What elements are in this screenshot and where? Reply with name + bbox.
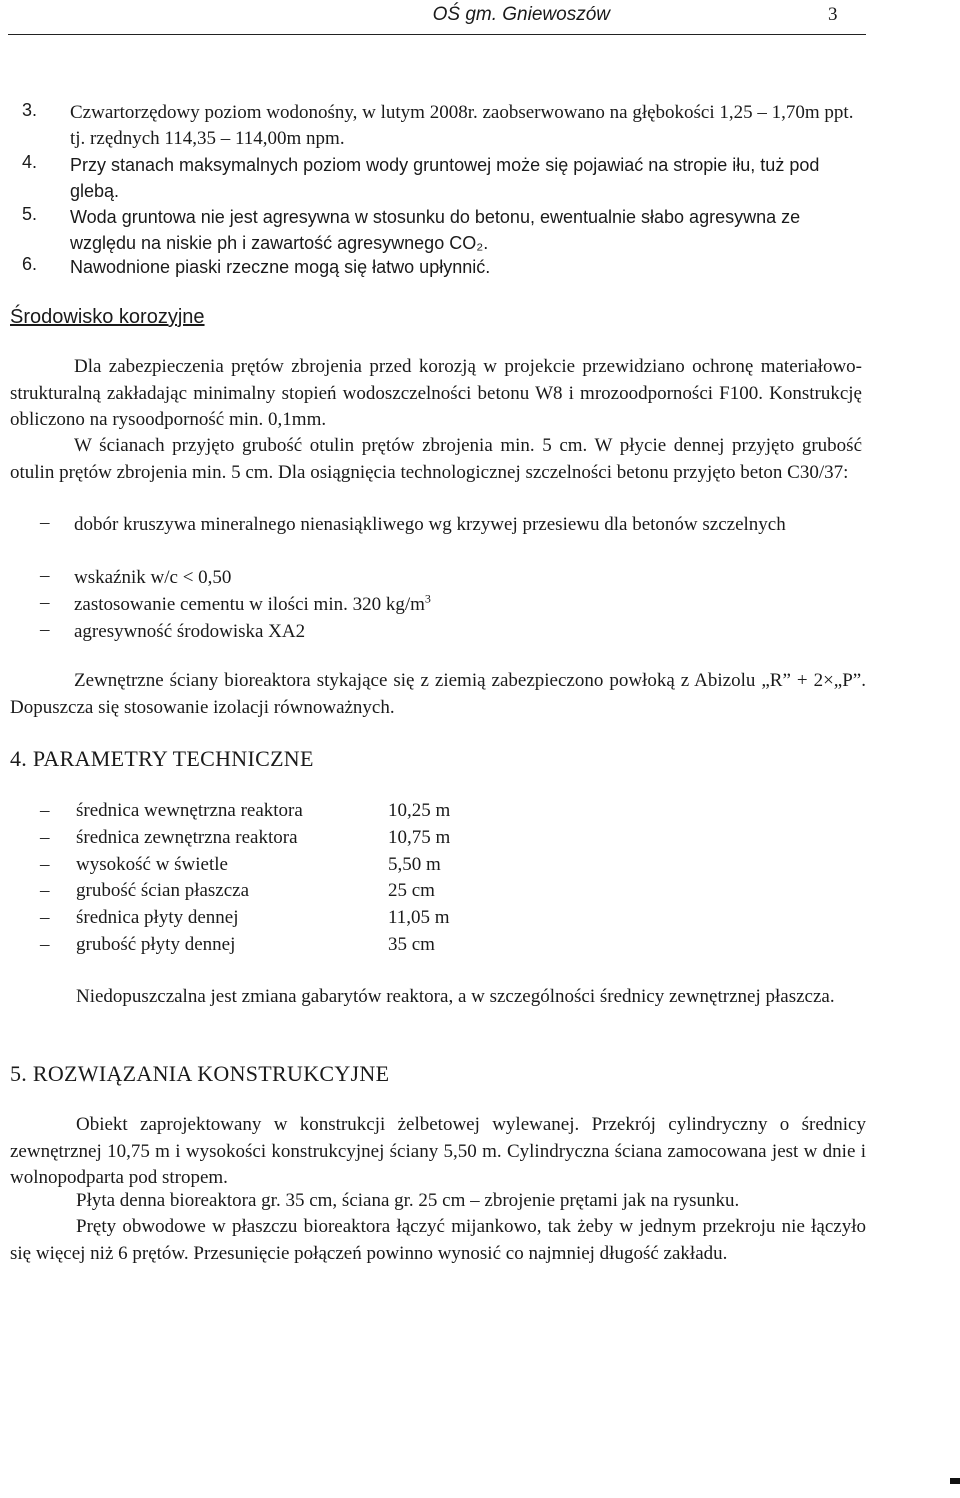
list-item-text: Nawodnione piaski rzeczne mogą się łatwo upłynnić. bbox=[70, 257, 491, 277]
bullet-item-text: zastosowanie cementu w ilości min. 320 kg/m bbox=[74, 594, 425, 615]
bullet-dash: – bbox=[40, 512, 50, 533]
bullet-dash: – bbox=[40, 800, 50, 821]
list-item-number: 3. bbox=[22, 100, 38, 120]
list-item-text: Przy stanach maksymalnych poziom wody gruntowej może się pojawiać na stropie iłu, tuż pod glebą. bbox=[70, 155, 820, 201]
list-item-number: 5. bbox=[22, 204, 38, 224]
bullet-item-cement bbox=[74, 592, 431, 619]
superscript: 3 bbox=[424, 591, 431, 606]
bullet-dash: – bbox=[40, 592, 50, 613]
header-rule bbox=[8, 34, 866, 35]
param-value: 35 cm bbox=[388, 934, 435, 955]
list-item-text: Woda gruntowa nie jest agresywna w stosunku do betonu, ewentualnie słabo agresywna ze względu na niskie ph i zawartość agresywnego CO₂. bbox=[70, 207, 801, 253]
param-row bbox=[0, 907, 960, 933]
params-heading: 4. PARAMETRY TECHNICZNE bbox=[10, 746, 314, 771]
bullet-item: wskaźnik w/c < 0,50 bbox=[74, 567, 232, 588]
corrosive-paragraph-2: W ścianach przyjęto grubość otulin prętów zbrojenia min. 5 cm. W płycie dennej przyjęto grubość otulin prętów zbrojenia min. 5 cm. Dla osiągnięcia technologicznej szczelności betonu przyjęto beton C30/37: bbox=[10, 435, 862, 483]
construction-paragraph-3: Pręty obwodowe w płaszczu bioreaktora łączyć mijankowo, tak żeby w jednym przekroju nie łączyło się więcej niż 6 prętów. Przesunięcie połączeń powinno wynosić co najmniej długość zakładu. bbox=[10, 1216, 866, 1264]
param-value: 10,75 m bbox=[388, 827, 451, 848]
bullet-dash: – bbox=[40, 619, 50, 640]
corrosive-paragraph-3: Zewnętrzne ściany bioreaktora stykające się z ziemią zabezpieczono powłoką z Abizolu „R” + 2×„P”. Dopuszcza się stosowanie izolacji równoważnych. bbox=[10, 670, 866, 718]
param-row bbox=[0, 827, 960, 853]
page-header bbox=[0, 0, 960, 40]
bullet-item: agresywność środowiska XA2 bbox=[74, 621, 306, 642]
param-row bbox=[0, 800, 960, 826]
param-row bbox=[0, 854, 960, 880]
param-row bbox=[0, 934, 960, 960]
corrosive-heading: Środowisko korozyjne bbox=[10, 306, 205, 328]
params-note: Niedopuszczalna jest zmiana gabarytów reaktora, a w szczególności średnicy zewnętrznej płaszcza. bbox=[76, 986, 835, 1007]
list-item-number: 4. bbox=[22, 152, 38, 172]
param-label: grubość płyty dennej bbox=[76, 934, 236, 955]
param-row bbox=[0, 880, 960, 906]
bullet-dash: – bbox=[40, 880, 50, 901]
construction-heading: 5. ROZWIĄZANIA KONSTRUKCYJNE bbox=[10, 1061, 390, 1086]
param-value: 11,05 m bbox=[388, 907, 450, 928]
construction-paragraph-1: Obiekt zaprojektowany w konstrukcji żelbetowej wylewanej. Przekrój cylindryczny o średnicy zewnętrznej 10,75 m i wysokości konstrukcyjnej ściany 5,50 m. Cylindryczna ściana zamocowana jest w dnie i wolnopodparta pod stropem. bbox=[10, 1114, 866, 1188]
bullet-dash: – bbox=[40, 934, 50, 955]
list-item-number: 6. bbox=[22, 254, 38, 274]
list-item-text: Czwartorzędowy poziom wodonośny, w lutym 2008r. zaobserwowano na głębokości 1,25 – 1,70m ppt. tj. rzędnych 114,35 – 114,00m npm. bbox=[70, 102, 854, 149]
page-number: 3 bbox=[828, 4, 838, 25]
param-value: 10,25 m bbox=[388, 800, 451, 821]
header-title: OŚ gm. Gniewoszów bbox=[432, 4, 610, 25]
param-value: 5,50 m bbox=[388, 854, 441, 875]
param-label: średnica płyty dennej bbox=[76, 907, 239, 928]
bullet-dash: – bbox=[40, 827, 50, 848]
construction-paragraph-2: Płyta denna bioreaktora gr. 35 cm, ściana gr. 25 cm – zbrojenie prętami jak na rysunku. bbox=[76, 1190, 740, 1211]
param-label: średnica zewnętrzna reaktora bbox=[76, 827, 298, 848]
bullet-item: dobór kruszywa mineralnego nienasiąkliwego wg krzywej przesiewu dla betonów szczelnych bbox=[74, 514, 786, 535]
param-value: 25 cm bbox=[388, 880, 435, 901]
scan-mark bbox=[950, 1478, 960, 1484]
param-label: średnica wewnętrzna reaktora bbox=[76, 800, 303, 821]
corrosive-paragraph-1: Dla zabezpieczenia prętów zbrojenia przed korozją w projekcie przewidziano ochronę materiałowo-strukturalną zakładając minimalny stopień wodoszczelności betonu W8 i mrozoodporności F100. Konstrukcję obliczono na rysoodporność min. 0,1mm. bbox=[10, 356, 862, 430]
param-label: grubość ścian płaszcza bbox=[76, 880, 250, 901]
bullet-dash: – bbox=[40, 854, 50, 875]
bullet-dash: – bbox=[40, 907, 50, 928]
bullet-dash: – bbox=[40, 565, 50, 586]
param-label: wysokość w świetle bbox=[76, 854, 228, 875]
